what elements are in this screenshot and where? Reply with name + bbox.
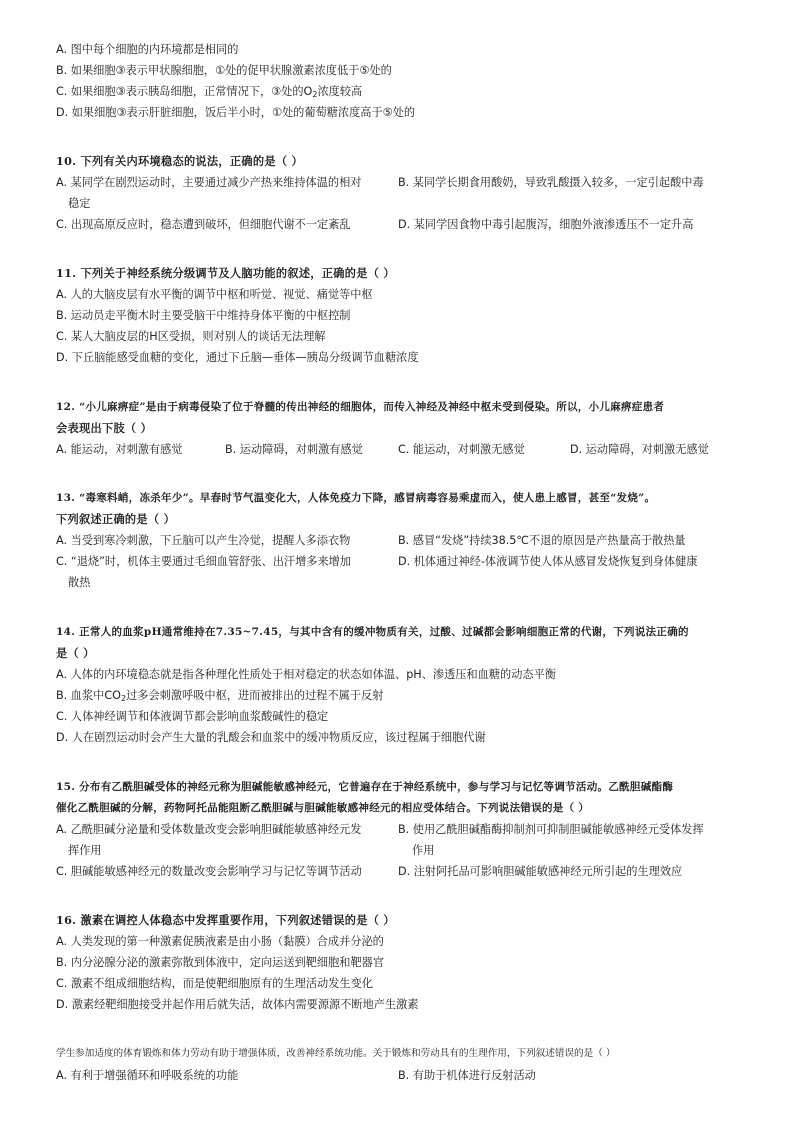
q12-stem-line2: 会表现出下肢（ ） bbox=[56, 421, 153, 435]
q14-option-a: A. 人体的内环境稳态就是指各种理化性质处于相对稳定的状态如体温、pH、渗透压和血糖的动态平衡 bbox=[56, 668, 556, 681]
q16-option-b: B. 内分泌腺分泌的激素弥散到体液中，定向运送到靶细胞和靶器官 bbox=[56, 956, 385, 969]
q14-stem-line2: 是（ ） bbox=[56, 646, 95, 660]
q12-option-d: D. 运动障碍，对刺激无感觉 bbox=[570, 443, 709, 456]
q16-stem: 16. 激素在调控人体稳态中发挥重要作用，下列叙述错误的是（ ） bbox=[56, 913, 395, 927]
q9-option-d: D. 如果细胞③表示肝脏细胞，饭后半小时，①处的葡萄糖浓度高于⑤处的 bbox=[56, 106, 416, 119]
q9-option-b: B. 如果细胞③表示甲状腺细胞，①处的促甲状腺激素浓度低于⑤处的 bbox=[56, 64, 392, 77]
q9-option-c-tail: 浓度较高 bbox=[317, 85, 363, 98]
co2-subscript: 2 bbox=[120, 694, 127, 703]
q16-option-d: D. 激素经靶细胞接受并起作用后就失活，故体内需要源源不断地产生激素 bbox=[56, 998, 419, 1011]
q13-stem-line2: 下列叙述正确的是（ ） bbox=[56, 512, 176, 526]
q10-option-c: C. 出现高原反应时，稳态遭到破坏，但细胞代谢不一定紊乱 bbox=[56, 218, 351, 231]
q15-option-d: D. 注射阿托品可影响胆碱能敏感神经元所引起的生理效应 bbox=[398, 865, 683, 878]
q13-option-b: B. 感冒“发烧”持续38.5℃不退的原因是产热量高于散热量 bbox=[398, 534, 686, 547]
q9-option-a: A. 图中每个细胞的内环境都是相同的 bbox=[56, 43, 239, 56]
q12-stem-line1: 12. “小儿麻痹症”是由于病毒侵染了位于脊髓的传出神经的细胞体，而传入神经及神经中枢未受到侵染。所以，小儿麻痹症患者 bbox=[56, 401, 665, 413]
q15-option-b-cont: 作用 bbox=[412, 844, 435, 857]
q16-option-c: C. 激素不组成细胞结构，而是使靶细胞原有的生理活动发生变化 bbox=[56, 977, 373, 990]
q14-option-b-text: B. 血浆中CO bbox=[56, 689, 121, 702]
q12-option-b: B. 运动障碍，对刺激有感觉 bbox=[225, 443, 363, 456]
q14-option-b bbox=[56, 688, 383, 704]
q13-option-d: D. 机体通过神经-体液调节使人体从感冒发烧恢复到身体健康 bbox=[398, 555, 698, 568]
q12-option-c: C. 能运动，对刺激无感觉 bbox=[398, 443, 525, 456]
q11-option-a: A. 人的大脑皮层有水平衡的调节中枢和听觉、视觉、痛觉等中枢 bbox=[56, 288, 373, 301]
q10-option-a: A. 某同学在剧烈运动时，主要通过减少产热来维持体温的相对 bbox=[56, 176, 362, 189]
q13-option-c-cont: 散热 bbox=[68, 576, 91, 589]
q14-stem-line1: 14. 正常人的血浆pH通常维持在7.35~7.45，与其中含有的缓冲物质有关，过酸、过碱都会影响细胞正常的代谢，下列说法正确的 bbox=[56, 626, 689, 638]
q13-stem-line1: 13. “毒寒料峭，冻杀年少”。早春时节气温变化大，人体免疫力下降，感冒病毒容易乘虚而入，使人患上感冒，甚至“发烧”。 bbox=[56, 492, 656, 504]
q17-option-b: B. 有助于机体进行反射活动 bbox=[398, 1069, 536, 1082]
q11-option-b: B. 运动员走平衡木时主要受脑干中维持身体平衡的中枢控制 bbox=[56, 309, 351, 322]
q13-option-c: C. “退烧”时，机体主要通过毛细血管舒张、出汗增多来增加 bbox=[56, 555, 352, 568]
q14-option-b-tail: 过多会刺激呼吸中枢，进而被排出的过程不属于反射 bbox=[126, 689, 384, 702]
q10-option-b: B. 某同学长期食用酸奶，导致乳酸摄入较多，一定引起酸中毒 bbox=[398, 176, 704, 189]
q10-option-d: D. 某同学因食物中毒引起腹泻，细胞外液渗透压不一定升高 bbox=[398, 218, 694, 231]
q14-option-c: C. 人体神经调节和体液调节都会影响血浆酸碱性的稳定 bbox=[56, 710, 329, 723]
q13-option-a: A. 当受到寒冷刺激，下丘脑可以产生冷觉，提醒人多添衣物 bbox=[56, 534, 351, 547]
o2-subscript: 2 bbox=[312, 90, 318, 99]
q17-stem: 学生参加适度的体育锻炼和体力劳动有助于增强体质，改善神经系统功能。关于锻炼和劳动具有的生理作用，下列叙述错误的是（ ） bbox=[56, 1048, 616, 1059]
q16-option-a: A. 人类发现的第一种激素促胰液素是由小肠（黏膜）合成并分泌的 bbox=[56, 935, 384, 948]
q10-option-a-cont: 稳定 bbox=[68, 197, 91, 210]
q9-option-c-text: C. 如果细胞③表示胰岛细胞，正常情况下，③处的O bbox=[56, 85, 313, 98]
q11-stem: 11. 下列关于神经系统分级调节及人脑功能的叙述，正确的是（ ） bbox=[56, 266, 395, 280]
q15-stem-line2: 催化乙酰胆碱的分解，药物阿托品能阻断乙酰胆碱与胆碱能敏感神经元的相应受体结合。下列说法错误的是（ ） bbox=[56, 802, 590, 814]
q12-option-a: A. 能运动，对刺激有感觉 bbox=[56, 443, 183, 456]
q15-option-b: B. 使用乙酰胆碱酯酶抑制剂可抑制胆碱能敏感神经元受体发挥 bbox=[398, 823, 704, 836]
q9-option-c bbox=[56, 84, 362, 100]
q15-stem-line1: 15. 分布有乙酰胆碱受体的神经元称为胆碱能敏感神经元，它普遍存在于神经系统中，参与学习与记忆等调节活动。乙酰胆碱酯酶 bbox=[56, 781, 674, 793]
q14-option-d: D. 人在剧烈运动时会产生大量的乳酸会和血浆中的缓冲物质反应，该过程属于细胞代谢 bbox=[56, 731, 486, 744]
q11-option-c: C. 某人大脑皮层的H区受损，则对别人的谈话无法理解 bbox=[56, 330, 326, 343]
q17-option-a: A. 有利于增强循环和呼吸系统的功能 bbox=[56, 1069, 239, 1082]
q11-option-d: D. 下丘脑能感受血糖的变化，通过下丘脑—垂体—胰岛分级调节血糖浓度 bbox=[56, 351, 419, 364]
q15-option-a: A. 乙酰胆碱分泌量和受体数量改变会影响胆碱能敏感神经元发 bbox=[56, 823, 362, 836]
q15-option-a-cont: 挥作用 bbox=[68, 844, 102, 857]
q10-stem: 10. 下列有关内环境稳态的说法，正确的是（ ） bbox=[56, 154, 304, 168]
q15-option-c: C. 胆碱能敏感神经元的数量改变会影响学习与记忆等调节活动 bbox=[56, 865, 362, 878]
